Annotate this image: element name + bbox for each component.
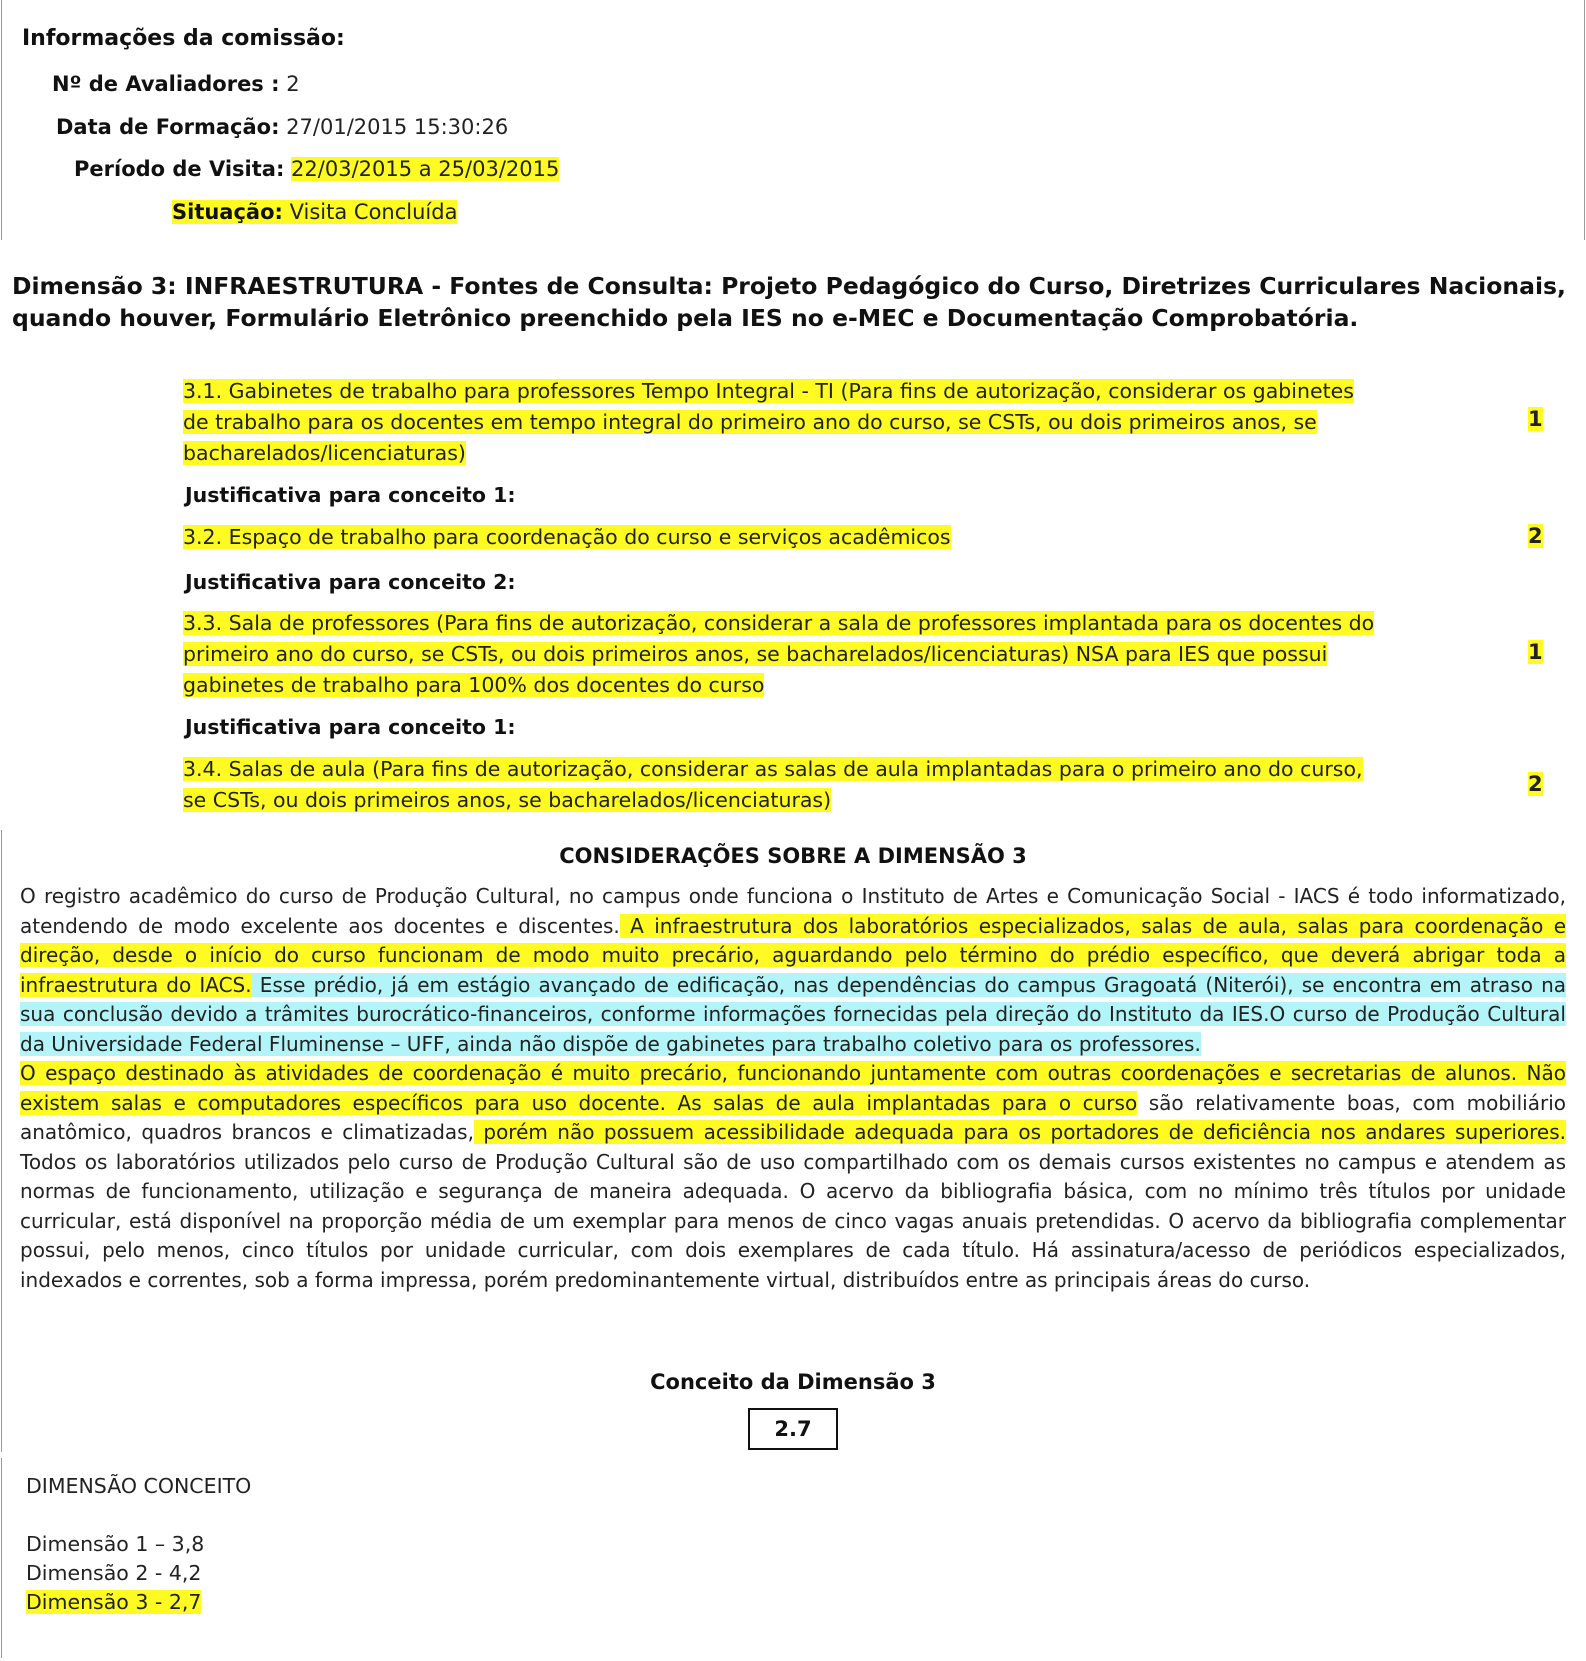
status-row (172, 200, 457, 224)
concept-title: Conceito da Dimensão 3 (650, 1370, 936, 1394)
considerations-paragraph (20, 882, 1566, 1059)
indicator-3-2 (183, 522, 1483, 553)
considerations-paragraph (20, 1059, 1566, 1295)
highlighted-segment: O espaço destinado às atividades de coordenação é muito precário, funcionando juntamente com outras coordenações e secretarias de alunos. Não existem salas e computadores específicos para uso docente. (20, 1061, 1566, 1115)
justification-label: Justificativa para conceito 1: (185, 483, 516, 507)
frame-left-line (1, 0, 2, 240)
status-label: Situação: (172, 200, 283, 224)
indicator-line: de trabalho para os docentes em tempo integral do primeiro ano do curso, se CSTs, ou dois primeiros anos, se (183, 410, 1317, 434)
dimension-heading: Dimensão 3: INFRAESTRUTURA - Fontes de Consulta: Projeto Pedagógico do Curso, Diretrizes Curriculares Nacionais, quando houver, Formulário Eletrônico preenchido pela IES no e-MEC e Documentação Comprobatória. (12, 272, 1566, 332)
summary-header: DIMENSÃO CONCEITO (26, 1474, 252, 1498)
text-segment: são relativamente boas, com mobiliário anatômico, quadros brancos e climatizadas, (20, 1090, 1566, 1144)
indicator-score: 2 (1528, 772, 1543, 796)
indicator-3-3 (183, 608, 1483, 701)
considerations-title: CONSIDERAÇÕES SOBRE A DIMENSÃO 3 (559, 844, 1027, 868)
formation-date-value: 27/01/2015 15:30:26 (286, 115, 509, 139)
indicator-line: 3.2. Espaço de trabalho para coordenação do curso e serviços acadêmicos (183, 525, 951, 549)
highlighted-segment: porém não possuem acessibilidade adequada para os portadores de deficiência nos andares superiores. (473, 1120, 1566, 1144)
justification-label: Justificativa para conceito 2: (185, 570, 516, 594)
evaluators-value: 2 (286, 72, 300, 96)
text-segment: Todos os laboratórios utilizados pelo curso de Produção Cultural são de uso compartilhado com os demais cursos existentes no campus e atendem as normas de funcionamento, utilização e segurança de maneira adequada. O acervo da bibliografia básica, com no mínimo três títulos por unidade curricular, está disponível na proporção média de um exemplar para menos de cinco vagas anuais pretendidas. O acervo da bibliografia complementar possui, pelo menos, cinco títulos por unidade curricular, com dois exemplares de cada título. Há assinatura/acesso de periódicos especializados, indexados e correntes, sob a forma impressa, porém predominantemente virtual, distribuídos entre as principais áreas do curso. (20, 1149, 1566, 1292)
summary-row-highlighted: Dimensão 3 - 2,7 (26, 1590, 202, 1614)
evaluators-label: Nº de Avaliadores : (52, 72, 280, 96)
frame-left-line (1, 1458, 2, 1658)
commission-title: Informações da comissão: (22, 26, 345, 51)
summary-row: Dimensão 2 - 4,2 (26, 1561, 202, 1585)
concept-value-box: 2.7 (748, 1408, 838, 1450)
indicator-line: 3.3. Sala de professores (Para fins de autorização, considerar a sala de professores implantada para os docentes do (183, 611, 1375, 635)
visit-period-row (74, 157, 559, 181)
indicator-score: 1 (1528, 640, 1543, 664)
formation-date-row (56, 115, 508, 139)
indicator-line: bacharelados/licenciaturas) (183, 441, 466, 465)
frame-left-line (1, 830, 2, 1452)
text-segment: O registro acadêmico do curso de Produção Cultural, no campus onde funciona o Instituto de Artes e Comunicação Social - IACS é todo informatizado, atendendo de modo excelente aos docentes e discentes. (20, 884, 1566, 938)
indicator-line: 3.1. Gabinetes de trabalho para professores Tempo Integral - TI (Para fins de autorização, considerar os gabinetes (183, 379, 1354, 403)
visit-period-label: Período de Visita: (74, 157, 285, 181)
cyan-highlighted-segment: Esse prédio, já em estágio avançado de edificação, nas dependências do campus Gragoatá (Niterói), se encontra em atraso na sua conclusão devido a trâmites burocrático-financeiros, conforme informações fornecidas pela direção do Instituto da IES.O curso de Produção Cultural da Universidade Federal Fluminense – UFF, ainda não dispõe de gabinetes para trabalho coletivo para os professores. (20, 972, 1566, 1056)
indicator-3-1 (183, 376, 1483, 469)
justification-label: Justificativa para conceito 1: (185, 715, 516, 739)
considerations-text (20, 882, 1566, 1295)
frame-right-line (1584, 0, 1585, 240)
indicator-3-4 (183, 754, 1483, 816)
indicator-line: gabinetes de trabalho para 100% dos docentes do curso (183, 673, 765, 697)
indicator-line: 3.4. Salas de aula (Para fins de autorização, considerar as salas de aula implantadas para o primeiro ano do curso, (183, 757, 1363, 781)
indicator-line: primeiro ano do curso, se CSTs, ou dois primeiros anos, se bacharelados/licenciaturas) NSA para IES que possui (183, 642, 1328, 666)
indicator-score: 1 (1528, 407, 1543, 431)
status-value: Visita Concluída (289, 200, 458, 224)
evaluators-row (52, 72, 300, 96)
highlighted-segment: As salas de aula implantadas para o curso (665, 1090, 1138, 1115)
highlighted-segment: A infraestrutura dos laboratórios especializados, salas de aula, salas para coordenação e direção, desde o início do curso funcionam de modo muito precário, aguardando pelo término do prédio específico, que deverá abrigar toda a infraestrutura do IACS. (20, 913, 1566, 997)
visit-period-value: 22/03/2015 a 25/03/2015 (291, 157, 560, 181)
indicator-line: se CSTs, ou dois primeiros anos, se bacharelados/licenciaturas) (183, 788, 832, 812)
indicator-score: 2 (1528, 524, 1543, 548)
formation-date-label: Data de Formação: (56, 115, 280, 139)
summary-row: Dimensão 1 – 3,8 (26, 1532, 205, 1556)
